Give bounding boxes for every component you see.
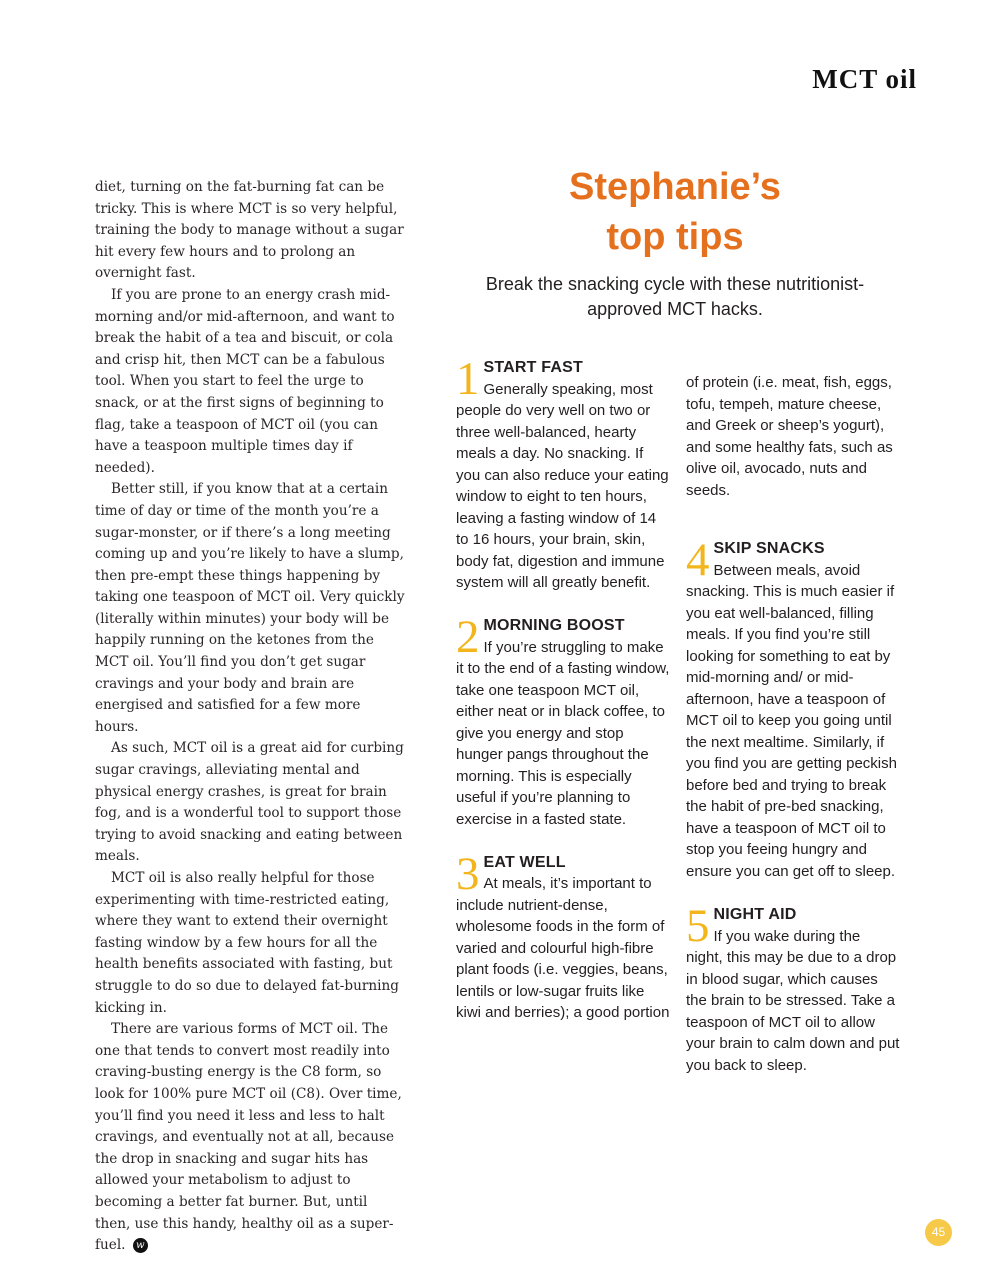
- tip-body: Between meals, avoid snacking. This is much easier if you eat well-balanced, filling meals. If you find you’re still looking for something to eat by mid-morning and/ or mid-afternoon, have a teaspoon of MCT oil to keep you going until the next mealtime. Similarly, if you find you are getting peckish before bed and trying to break the habit of pre-bed snacking, have a teaspoon of MCT oil to stop you feeing hungry and ensure you can get off to sleep.: [686, 561, 897, 880]
- running-head: MCT oil: [812, 64, 917, 94]
- tip-heading: SKIP SNACKS: [713, 540, 825, 557]
- tip-skip-snacks: [686, 534, 901, 882]
- tip-body-continued: of protein (i.e. meat, fish, eggs, tofu, tempeh, mature cheese, and Greek or sheep’s yogurt), and some healthy fats, such as olive oil, avocado, nuts and seeds.: [686, 374, 893, 499]
- page-number: 45: [925, 1219, 952, 1246]
- tip-number: 3: [456, 847, 480, 900]
- tip-heading: EAT WELL: [483, 853, 566, 871]
- tip-morning-boost: [456, 611, 671, 830]
- tip-number: 4: [686, 534, 710, 586]
- tip-heading: NIGHT AID: [713, 906, 797, 923]
- tip-body: At meals, it’s important to include nutrient-dense, wholesome foods in the form of varied and colourful high-fibre plant foods (i.e. veggies, beans, lentils or low-sugar fruits like kiwi and berries); a good portion: [456, 875, 670, 1021]
- tips-title-line-2: top tips: [606, 216, 744, 258]
- tip-body: Generally speaking, most people do very well on two or three well-balanced, hearty meals a day. No snacking. If you can also reduce your eating window to eight to ten hours, leaving a fasting window of 14 to 16 hours, your brain, skin, body fat, digestion and immune system will all greatly benefit.: [456, 380, 669, 591]
- tip-number: 1: [456, 353, 480, 405]
- body-paragraph: Better still, if you know that at a certain time of day or time of the month you’re a sugar-monster, or if there’s a long meeting coming up and you’re likely to have a slump, then pre-empt these things happening by taking one teaspoon of MCT oil. Very quickly (literally within minutes) your body will be happily running on the ketones from the MCT oil. You’ll find you don’t get sugar cravings and your body and brain are energised and satisfied for a few more hours.: [95, 481, 405, 735]
- body-paragraph: diet, turning on the fat-burning fat can be tricky. This is where MCT is so very helpful, training the body to manage without a sugar hit every few hours and to prolong an overnight fast.: [95, 179, 404, 282]
- body-column: [95, 177, 407, 1257]
- body-paragraph: If you are prone to an energy crash mid-morning and/or mid-afternoon, and want to break the habit of a tea and biscuit, or cola and crisp hit, then MCT can be a fabulous tool. When you start to feel the urge to snack, or at the first signs of beginning to flag, take a teaspoon of MCT oil (you can have a teaspoon multiple times day if needed).: [95, 286, 395, 476]
- tip-body: If you wake during the night, this may be due to a drop in blood sugar, which causes the brain to be stressed. Take a teaspoon of MCT oil to allow your brain to calm down and put you back to sleep.: [686, 927, 900, 1074]
- tip-number: 5: [686, 900, 710, 952]
- tips-column-right: [686, 357, 901, 1076]
- body-paragraph-last: [95, 1019, 407, 1257]
- tips-subtitle: Break the snacking cycle with these nutritionist-approved MCT hacks.: [485, 274, 865, 319]
- tip-eat-well: [456, 847, 671, 1024]
- tip-number: 2: [456, 611, 480, 663]
- tip-start-fast: [456, 353, 671, 594]
- tip-heading: MORNING BOOST: [483, 617, 625, 634]
- tip-heading: START FAST: [483, 359, 583, 376]
- tip-night-aid: [686, 900, 901, 1076]
- tips-column-left: [456, 353, 671, 1024]
- end-of-article-icon: w: [133, 1238, 148, 1253]
- tips-title-line-1: Stephanie’s: [569, 166, 781, 208]
- body-paragraph: As such, MCT oil is a great aid for curbing sugar cravings, alleviating mental and physical energy crashes, is great for brain fog, and is a wonderful tool to support those trying to avoid snacking and eating between meals.: [95, 740, 404, 865]
- tips-title: [455, 162, 895, 262]
- tip-body: If you’re struggling to make it to the end of a fasting window, take one teaspoon MCT oil, either neat or in black coffee, to give you energy and stop hunger pangs throughout the morning. This is especially useful if you’re planning to exercise in a fasted state.: [456, 638, 670, 828]
- body-paragraph-text: There are various forms of MCT oil. The one that tends to convert most readily into craving-busting energy is the C8 form, so look for 100% pure MCT oil (C8). Over time, you’ll find you need it less and less to halt cravings, and eventually not at all, because the drop in snacking and sugar hits has allowed your metabolism to adjust to becoming a better fat burner. But, until then, use this handy, healthy oil as a super-fuel.: [95, 1021, 402, 1254]
- body-paragraph: MCT oil is also really helpful for those experimenting with time-restricted eating, where they want to extend their overnight fasting window by a few hours for all the health benefits associated with fasting, but struggle to do so due to delayed fat-burning kicking in.: [95, 870, 399, 1016]
